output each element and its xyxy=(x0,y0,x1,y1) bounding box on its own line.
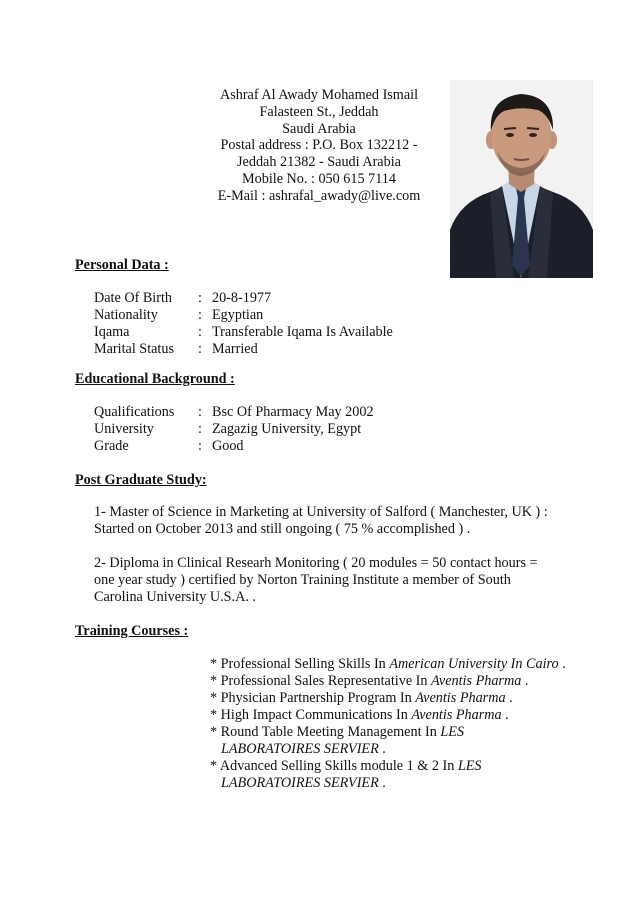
field-colon: : xyxy=(198,341,202,357)
field-label: Nationality xyxy=(94,307,158,323)
course-text: * High Impact Communications In xyxy=(210,707,412,723)
field-label: Grade xyxy=(94,438,129,454)
course-indent xyxy=(210,775,221,791)
postgrad-heading: Post Graduate Study: xyxy=(75,472,207,488)
course-institution: American University In Cairo xyxy=(389,656,559,672)
postgrad-item-2-line-2: one year study ) certified by Norton Training Institute a member of South xyxy=(94,572,511,588)
course-item xyxy=(210,690,610,707)
course-item xyxy=(210,656,610,673)
course-text: * Round Table Meeting Management In xyxy=(210,724,441,740)
country: Saudi Arabia xyxy=(282,120,356,137)
course-item xyxy=(210,707,610,724)
full-name: Ashraf Al Awady Mohamed Ismail xyxy=(219,87,419,103)
course-item-continuation xyxy=(210,775,610,792)
field-colon: : xyxy=(198,324,202,340)
course-text: * Professional Selling Skills In xyxy=(210,656,390,672)
course-end: . xyxy=(501,707,509,723)
field-value: Married xyxy=(212,341,258,357)
postal-address-line-1: Postal address : P.O. Box 132212 - xyxy=(220,137,418,154)
course-institution: Aventis Pharma xyxy=(415,690,506,706)
field-colon: : xyxy=(198,438,202,454)
course-institution: Aventis Pharma xyxy=(411,707,502,723)
postgrad-item-2-line-3: Carolina University U.S.A. . xyxy=(94,589,256,605)
postgrad-item-2-line-1: 2- Diploma in Clinical Researh Monitoring ( 20 modules = 50 contact hours = xyxy=(94,555,538,571)
portrait-illustration xyxy=(450,80,593,278)
field-label: Iqama xyxy=(94,324,130,340)
course-item xyxy=(210,758,610,775)
postgrad-item-1 xyxy=(94,504,594,538)
course-end: . xyxy=(505,690,513,706)
field-colon: : xyxy=(198,421,202,437)
course-end: . xyxy=(521,673,529,689)
course-end: . xyxy=(378,741,386,757)
field-value: Zagazig University, Egypt xyxy=(212,421,362,437)
course-text: * Professional Sales Representative In xyxy=(210,673,432,689)
field-colon: : xyxy=(198,290,202,306)
email-address: E-Mail : ashrafal_awady@live.com xyxy=(217,187,421,204)
postgrad-item-1-line-2: Started on October 2013 and still ongoing ( 75 % accomplished ) . xyxy=(94,521,471,537)
field-value: 20-8-1977 xyxy=(212,290,272,306)
profile-photo xyxy=(450,80,593,278)
field-label: Date Of Birth xyxy=(94,290,173,306)
field-value: Egyptian xyxy=(212,307,264,323)
field-label: Qualifications xyxy=(94,404,175,420)
field-label: University xyxy=(94,421,154,437)
postgrad-item-2 xyxy=(94,555,594,606)
postal-address-line-2: Jeddah 21382 - Saudi Arabia xyxy=(237,154,401,171)
training-course-list xyxy=(210,656,610,792)
course-institution: Aventis Pharma xyxy=(431,673,522,689)
course-institution: LES xyxy=(440,724,465,740)
course-item xyxy=(210,724,610,741)
street-address: Falasteen St., Jeddah xyxy=(259,103,379,120)
personal-data-heading: Personal Data : xyxy=(75,257,169,273)
field-colon: : xyxy=(198,307,202,323)
contact-block xyxy=(200,87,438,205)
mobile-number: Mobile No. : 050 615 7114 xyxy=(242,170,396,187)
course-institution: LES xyxy=(457,758,482,774)
course-indent xyxy=(210,741,221,757)
field-value: Transferable Iqama Is Available xyxy=(212,324,393,340)
field-value: Bsc Of Pharmacy May 2002 xyxy=(212,404,374,420)
course-item-continuation xyxy=(210,741,610,758)
training-heading: Training Courses : xyxy=(75,623,189,639)
field-colon: : xyxy=(198,404,202,420)
course-institution: LABORATOIRES SERVIER xyxy=(221,741,379,757)
course-end: . xyxy=(378,775,386,791)
course-end: . xyxy=(558,656,566,672)
postgrad-item-1-line-1: 1- Master of Science in Marketing at University of Salford ( Manchester, UK ) : xyxy=(94,504,548,520)
education-heading: Educational Background : xyxy=(75,371,235,387)
course-item xyxy=(210,673,610,690)
field-value: Good xyxy=(212,438,244,454)
course-institution: LABORATOIRES SERVIER xyxy=(221,775,379,791)
course-text: * Physician Partnership Program In xyxy=(210,690,416,706)
field-label: Marital Status xyxy=(94,341,174,357)
course-text: * Advanced Selling Skills module 1 & 2 In xyxy=(210,758,458,774)
